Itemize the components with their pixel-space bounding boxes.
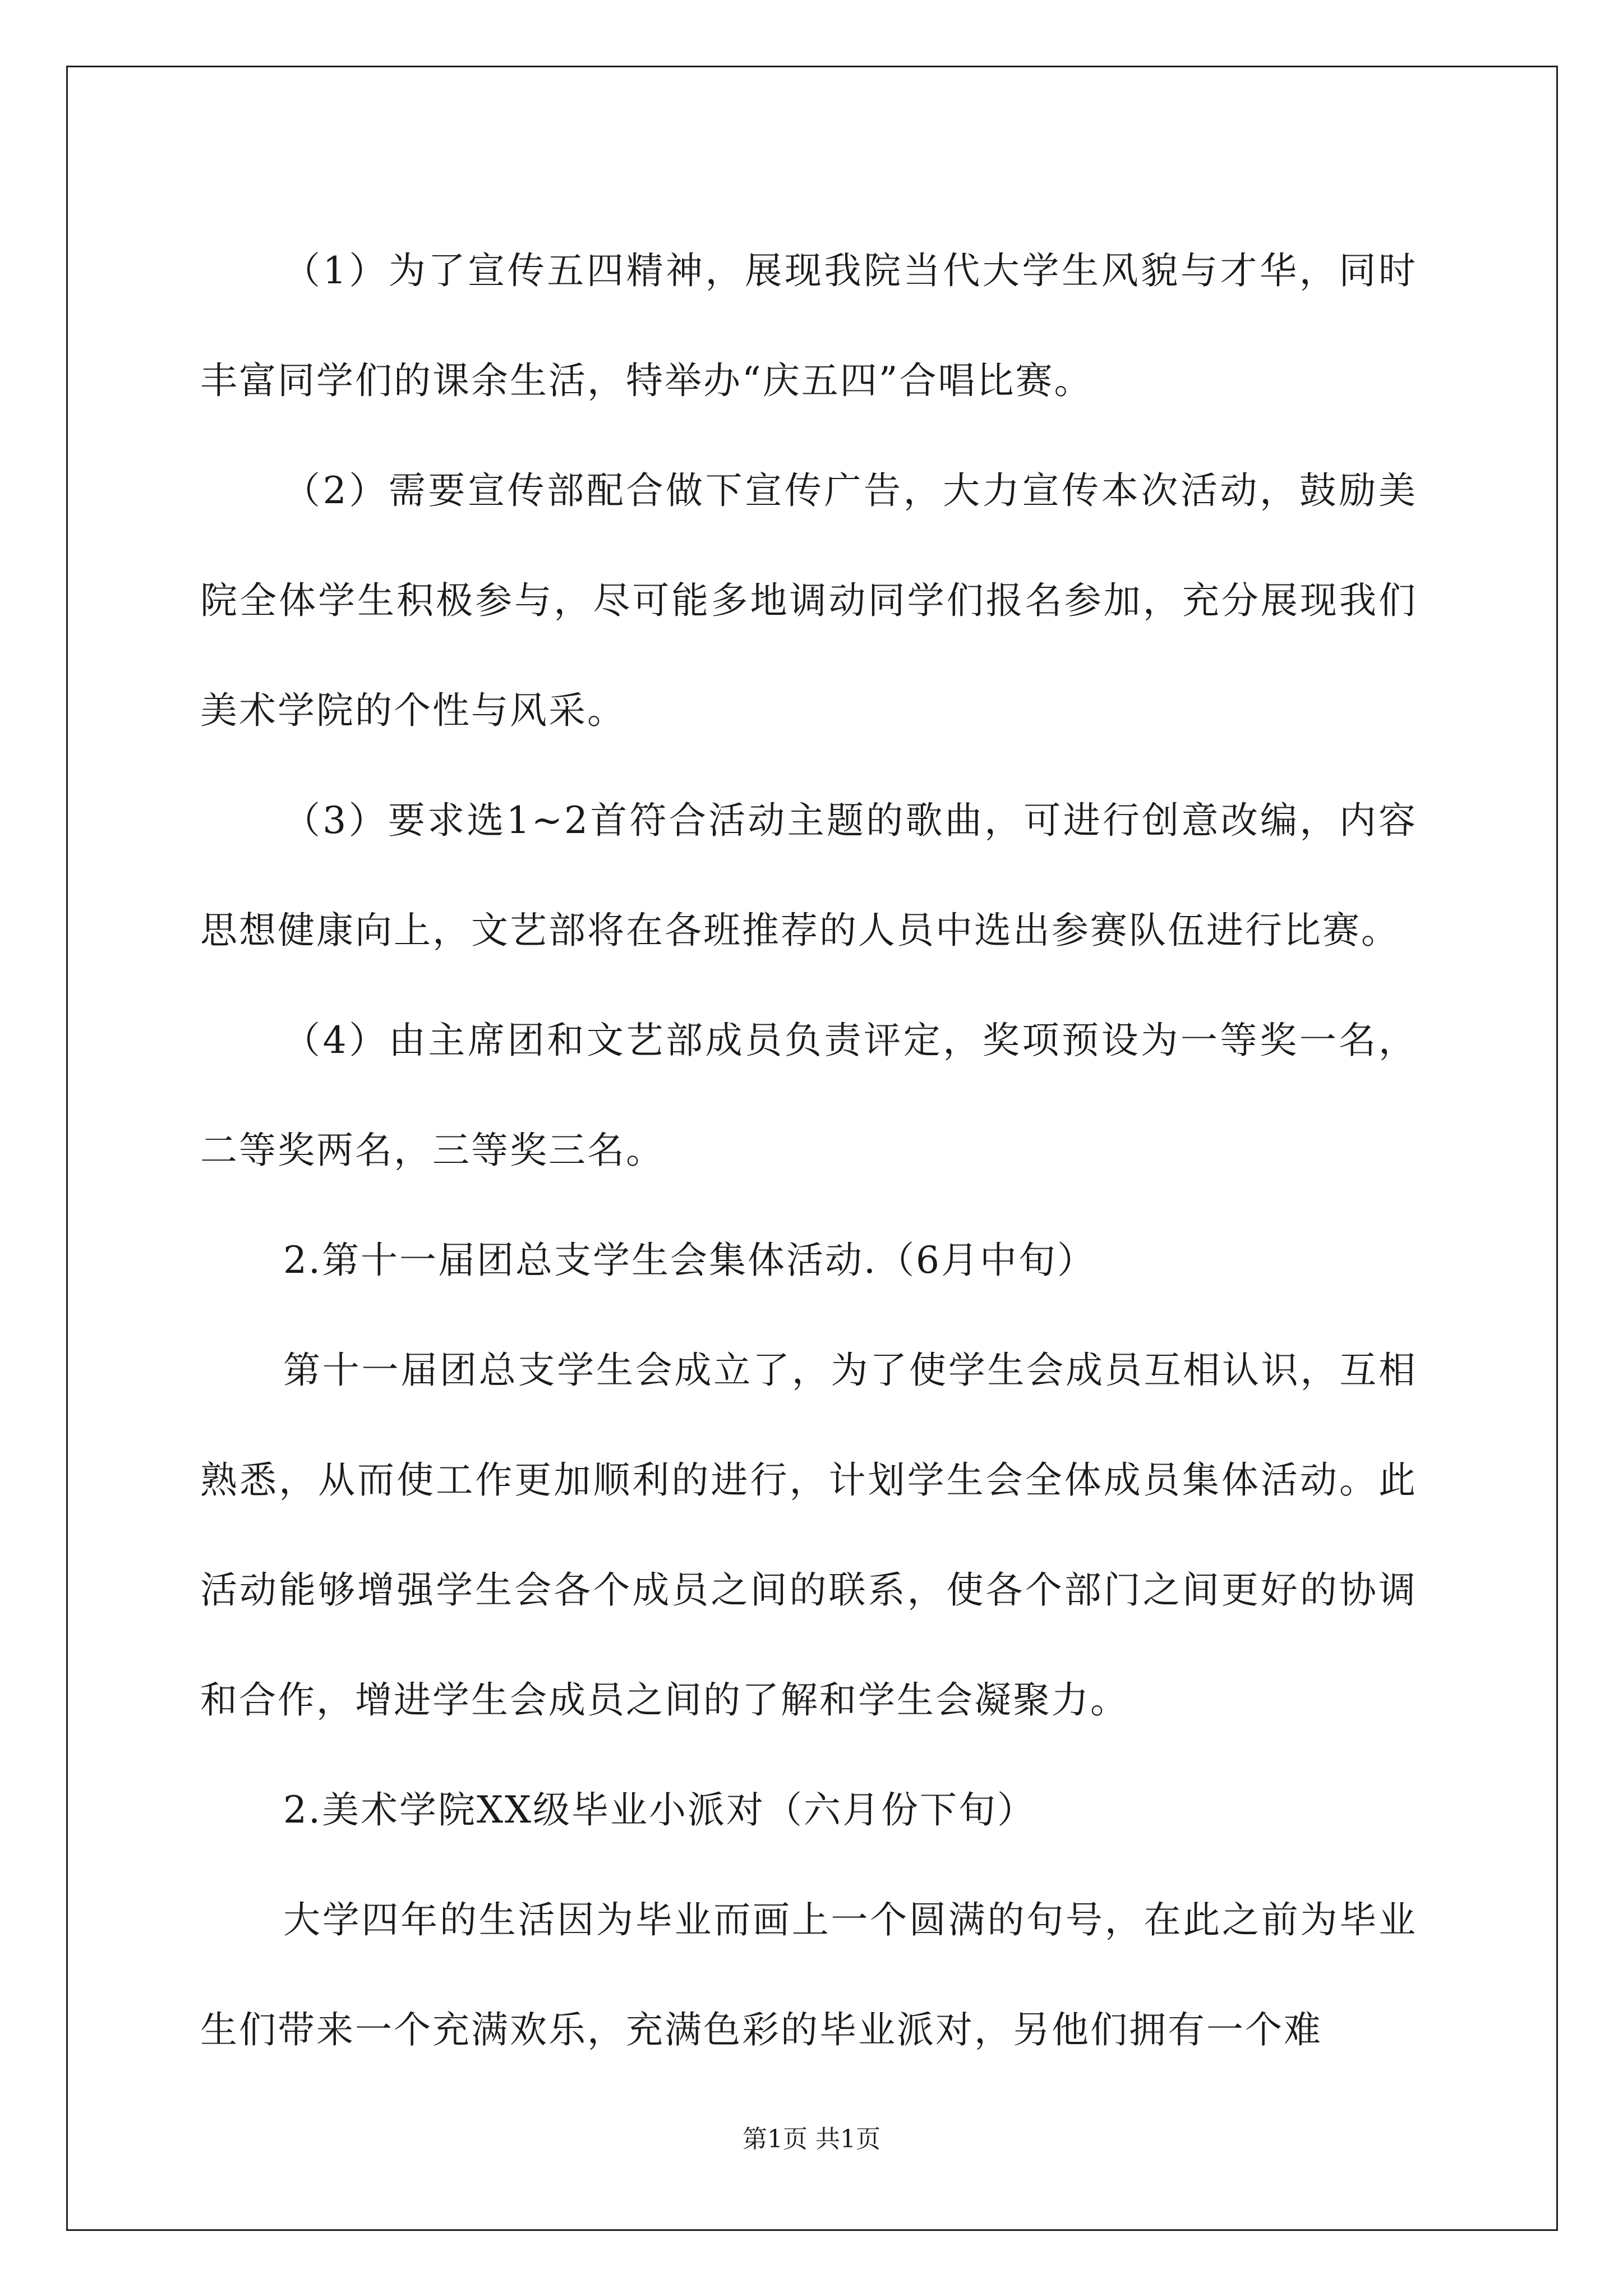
paragraph-2: （2）需要宣传部配合做下宣传广告，大力宣传本次活动，鼓励美院全体学生积极参与，尽可能多地调动同学们报名参加，充分展现我们美术学院的个性与风采。 xyxy=(200,469,1417,732)
page-footer: 第1页 共1页 xyxy=(743,2125,880,2154)
document-body xyxy=(200,216,1417,2085)
paragraph-5: 第十一届团总支学生会成立了，为了使学生会成员互相认识，互相熟悉，从而使工作更加顺利的进行，计划学生会全体成员集体活动。此活动能够增强学生会各个成员之间的联系，使各个部门之间更好的协调和合作，增进学生会成员之间的了解和学生会凝聚力。 xyxy=(200,1349,1417,1722)
section-heading-1: 2.第十一届团总支学生会集体活动.（6月中旬） xyxy=(283,1239,1096,1282)
paragraph-6: 大学四年的生活因为毕业而画上一个圆满的句号，在此之前为毕业生们带来一个充满欢乐，充满色彩的毕业派对，另他们拥有一个难 xyxy=(200,1898,1417,2051)
section-heading-2: 2.美术学院XX级毕业小派对（六月份下旬） xyxy=(283,1788,1036,1832)
paragraph-4: （4）由主席团和文艺部成员负责评定，奖项预设为一等奖一名，二等奖两名，三等奖三名。 xyxy=(200,1019,1417,1172)
paragraph-3: （3）要求选1~2首符合活动主题的歌曲，可进行创意改编，内容思想健康向上，文艺部将在各班推荐的人员中选出参赛队伍进行比赛。 xyxy=(200,799,1417,952)
paragraph-1: （1）为了宣传五四精神，展现我院当代大学生风貌与才华，同时丰富同学们的课余生活，特举办“庆五四”合唱比赛。 xyxy=(200,249,1417,402)
